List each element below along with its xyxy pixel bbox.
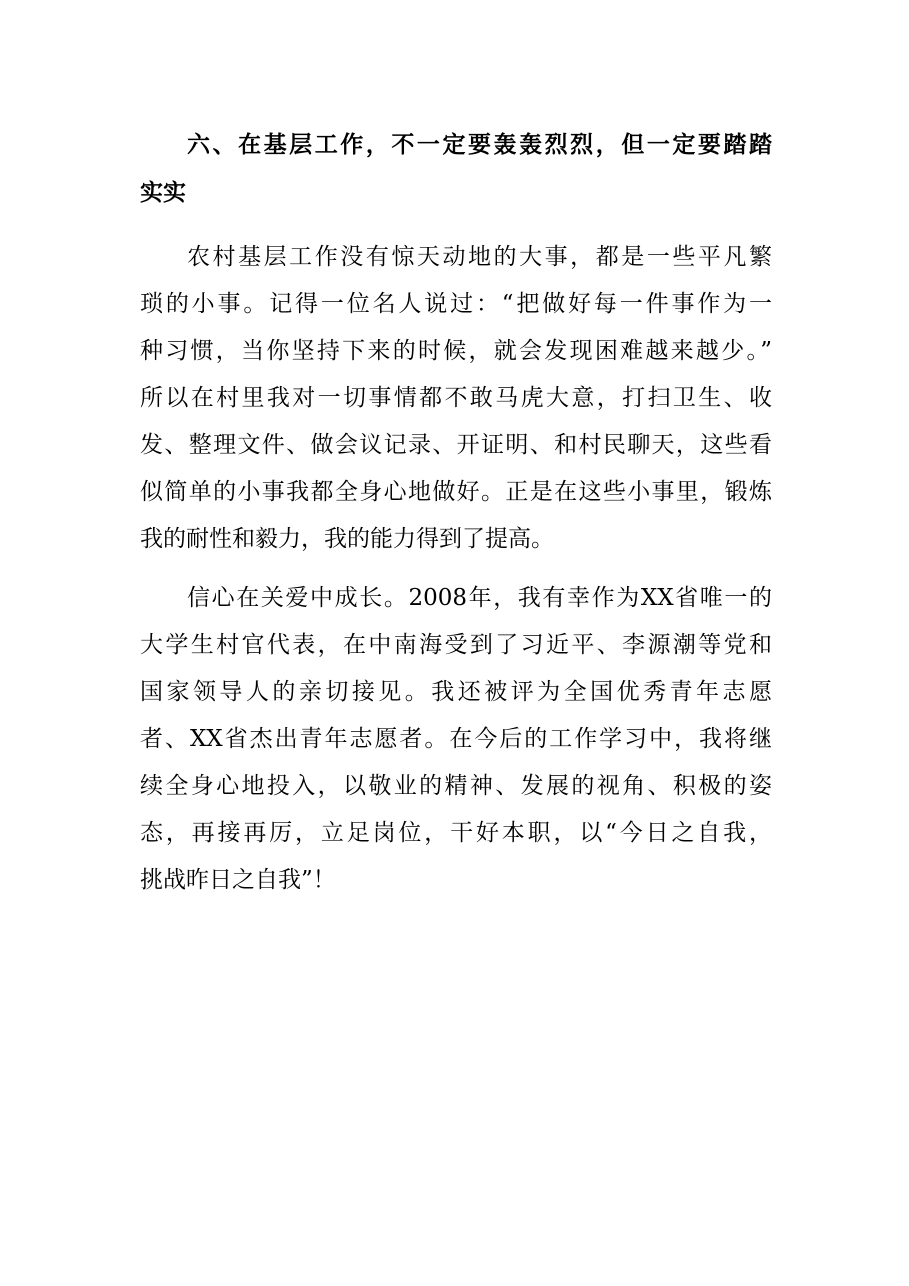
paragraph-1-line-5: 发、整理文件、做会议记录、开证明、和村民聊天，这些看 <box>140 432 772 458</box>
paragraph-2-line-7: 挑战昨日之自我”！ <box>140 867 336 893</box>
paragraph-2-line-3: 国家领导人的亲切接见。我还被评为全国优秀青年志愿 <box>140 679 772 705</box>
paragraph-1-line-6: 似简单的小事我都全身心地做好。正是在这些小事里，锻炼 <box>140 479 772 505</box>
paragraph-1-line-2: 琐的小事。记得一位名人说过：“把做好每一件事作为一 <box>140 291 772 317</box>
section-heading-line-2: 实实 <box>140 180 186 206</box>
paragraph-2-line-2: 大学生村官代表，在中南海受到了习近平、李源潮等党和 <box>140 632 772 658</box>
paragraph-2-line-5: 续全身心地投入，以敬业的精神、发展的视角、积极的姿 <box>140 773 772 799</box>
paragraph-1-line-3: 种习惯，当你坚持下来的时候，就会发现困难越来越少。” <box>140 338 772 364</box>
paragraph-1-line-7: 我的耐性和毅力，我的能力得到了提高。 <box>140 526 554 552</box>
paragraph-1-line-4: 所以在村里我对一切事情都不敢马虎大意，打扫卫生、收 <box>140 385 772 411</box>
paragraph-2-line-6: 态，再接再厉，立足岗位，干好本职，以“今日之自我， <box>140 820 772 846</box>
paragraph-2-line-1: 信心在关爱中成长。2008年，我有幸作为XX省唯一的 <box>187 585 772 611</box>
paragraph-1-line-1: 农村基层工作没有惊天动地的大事，都是一些平凡繁 <box>187 244 772 270</box>
paragraph-2-line-4: 者、XX省杰出青年志愿者。在今后的工作学习中，我将继 <box>140 726 772 752</box>
section-heading-line-1: 六、在基层工作，不一定要轰轰烈烈，但一定要踏踏 <box>187 132 772 158</box>
